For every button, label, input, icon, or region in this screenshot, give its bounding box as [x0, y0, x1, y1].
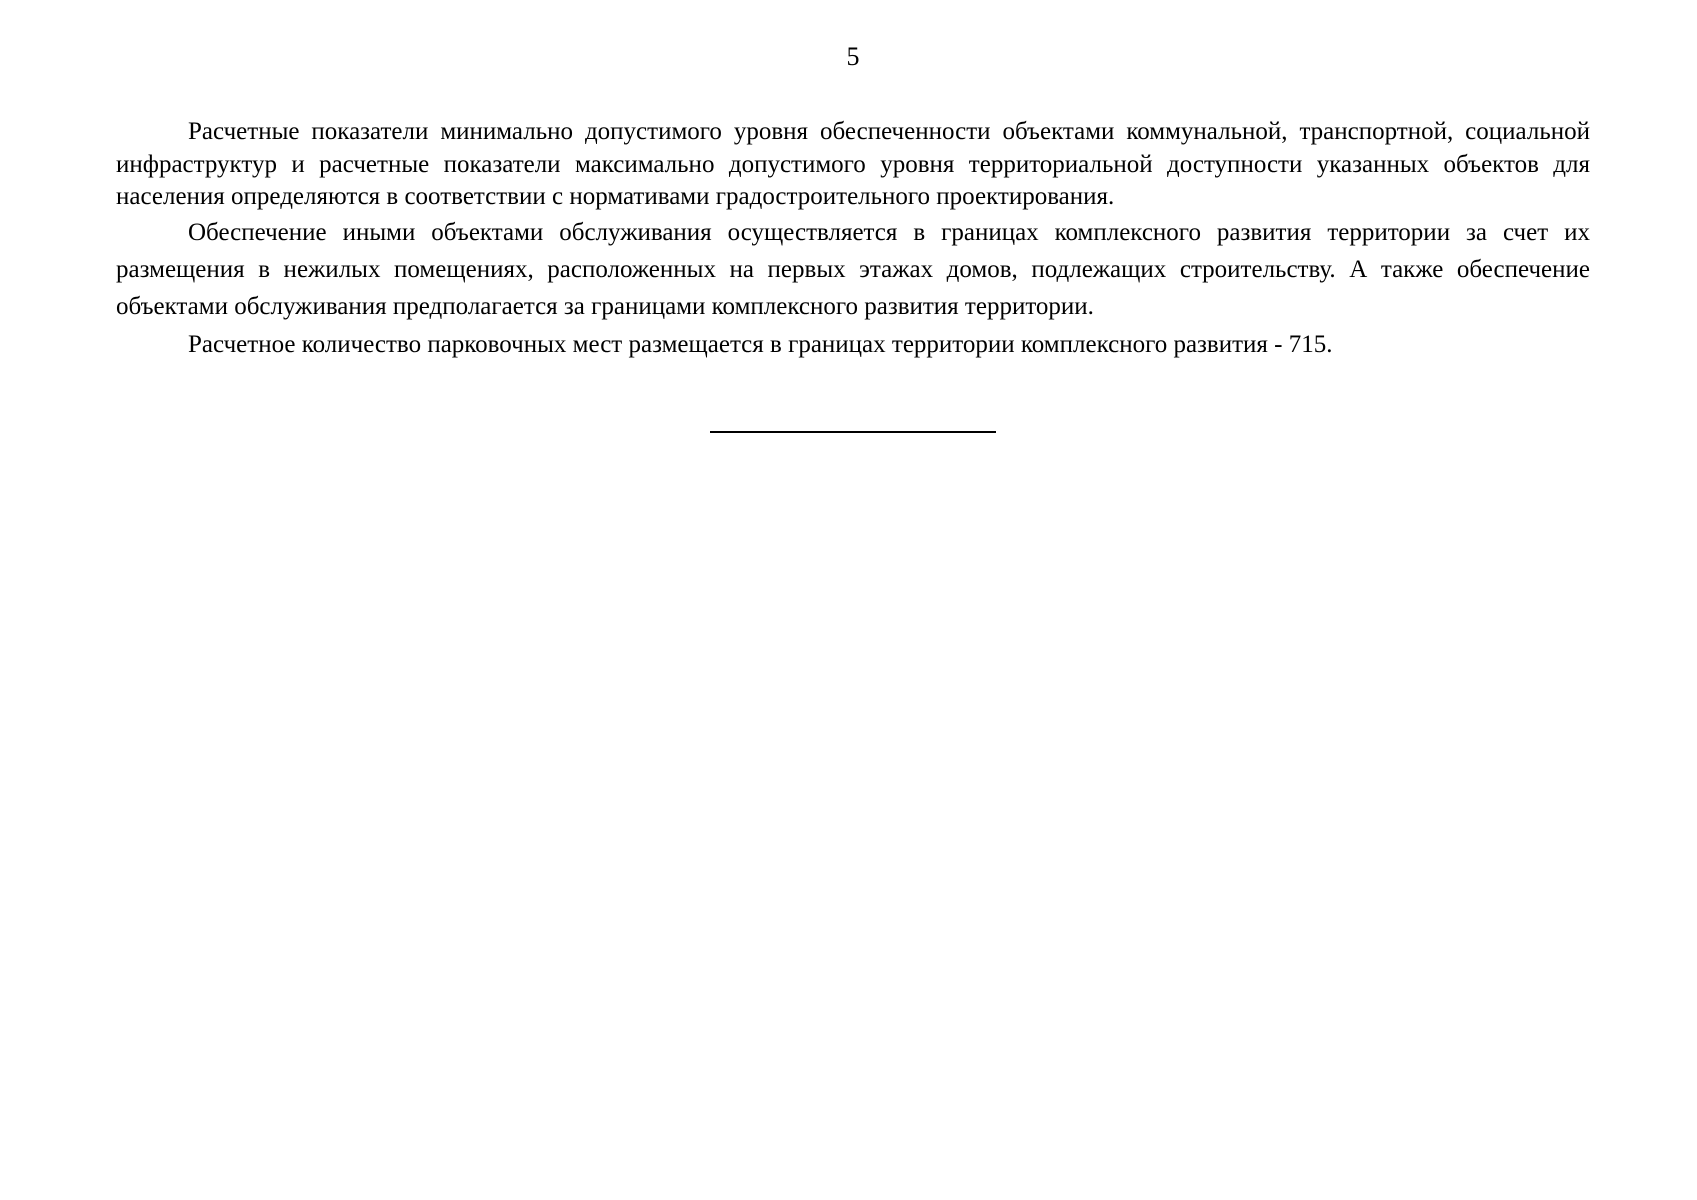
closing-divider-line: [710, 431, 996, 433]
paragraph-service-indicators: Расчетные показатели минимально допустимого уровня обеспеченности объектами коммунальной, транспортной, социальной инфраструктур и расчетные показатели максимально допустимого уровня территориальной доступности указанных объектов для населения определяются в соответствии с нормативами градостроительного проектирования.: [116, 118, 1590, 210]
paragraph-parking-spaces: Расчетное количество парковочных мест размещается в границах территории комплексного развития - 715.: [188, 330, 1333, 358]
document-body: [116, 116, 1590, 363]
page-number: 5: [846, 42, 860, 71]
paragraph-service-facilities: Обеспечение иными объектами обслуживания осуществляется в границах комплексного развития территории за счет их размещения в нежилых помещениях, расположенных на первых этажах домов, подлежащих строительству. А также обеспечение объектами обслуживания предполагается за границами комплексного развития территории.: [116, 218, 1590, 320]
